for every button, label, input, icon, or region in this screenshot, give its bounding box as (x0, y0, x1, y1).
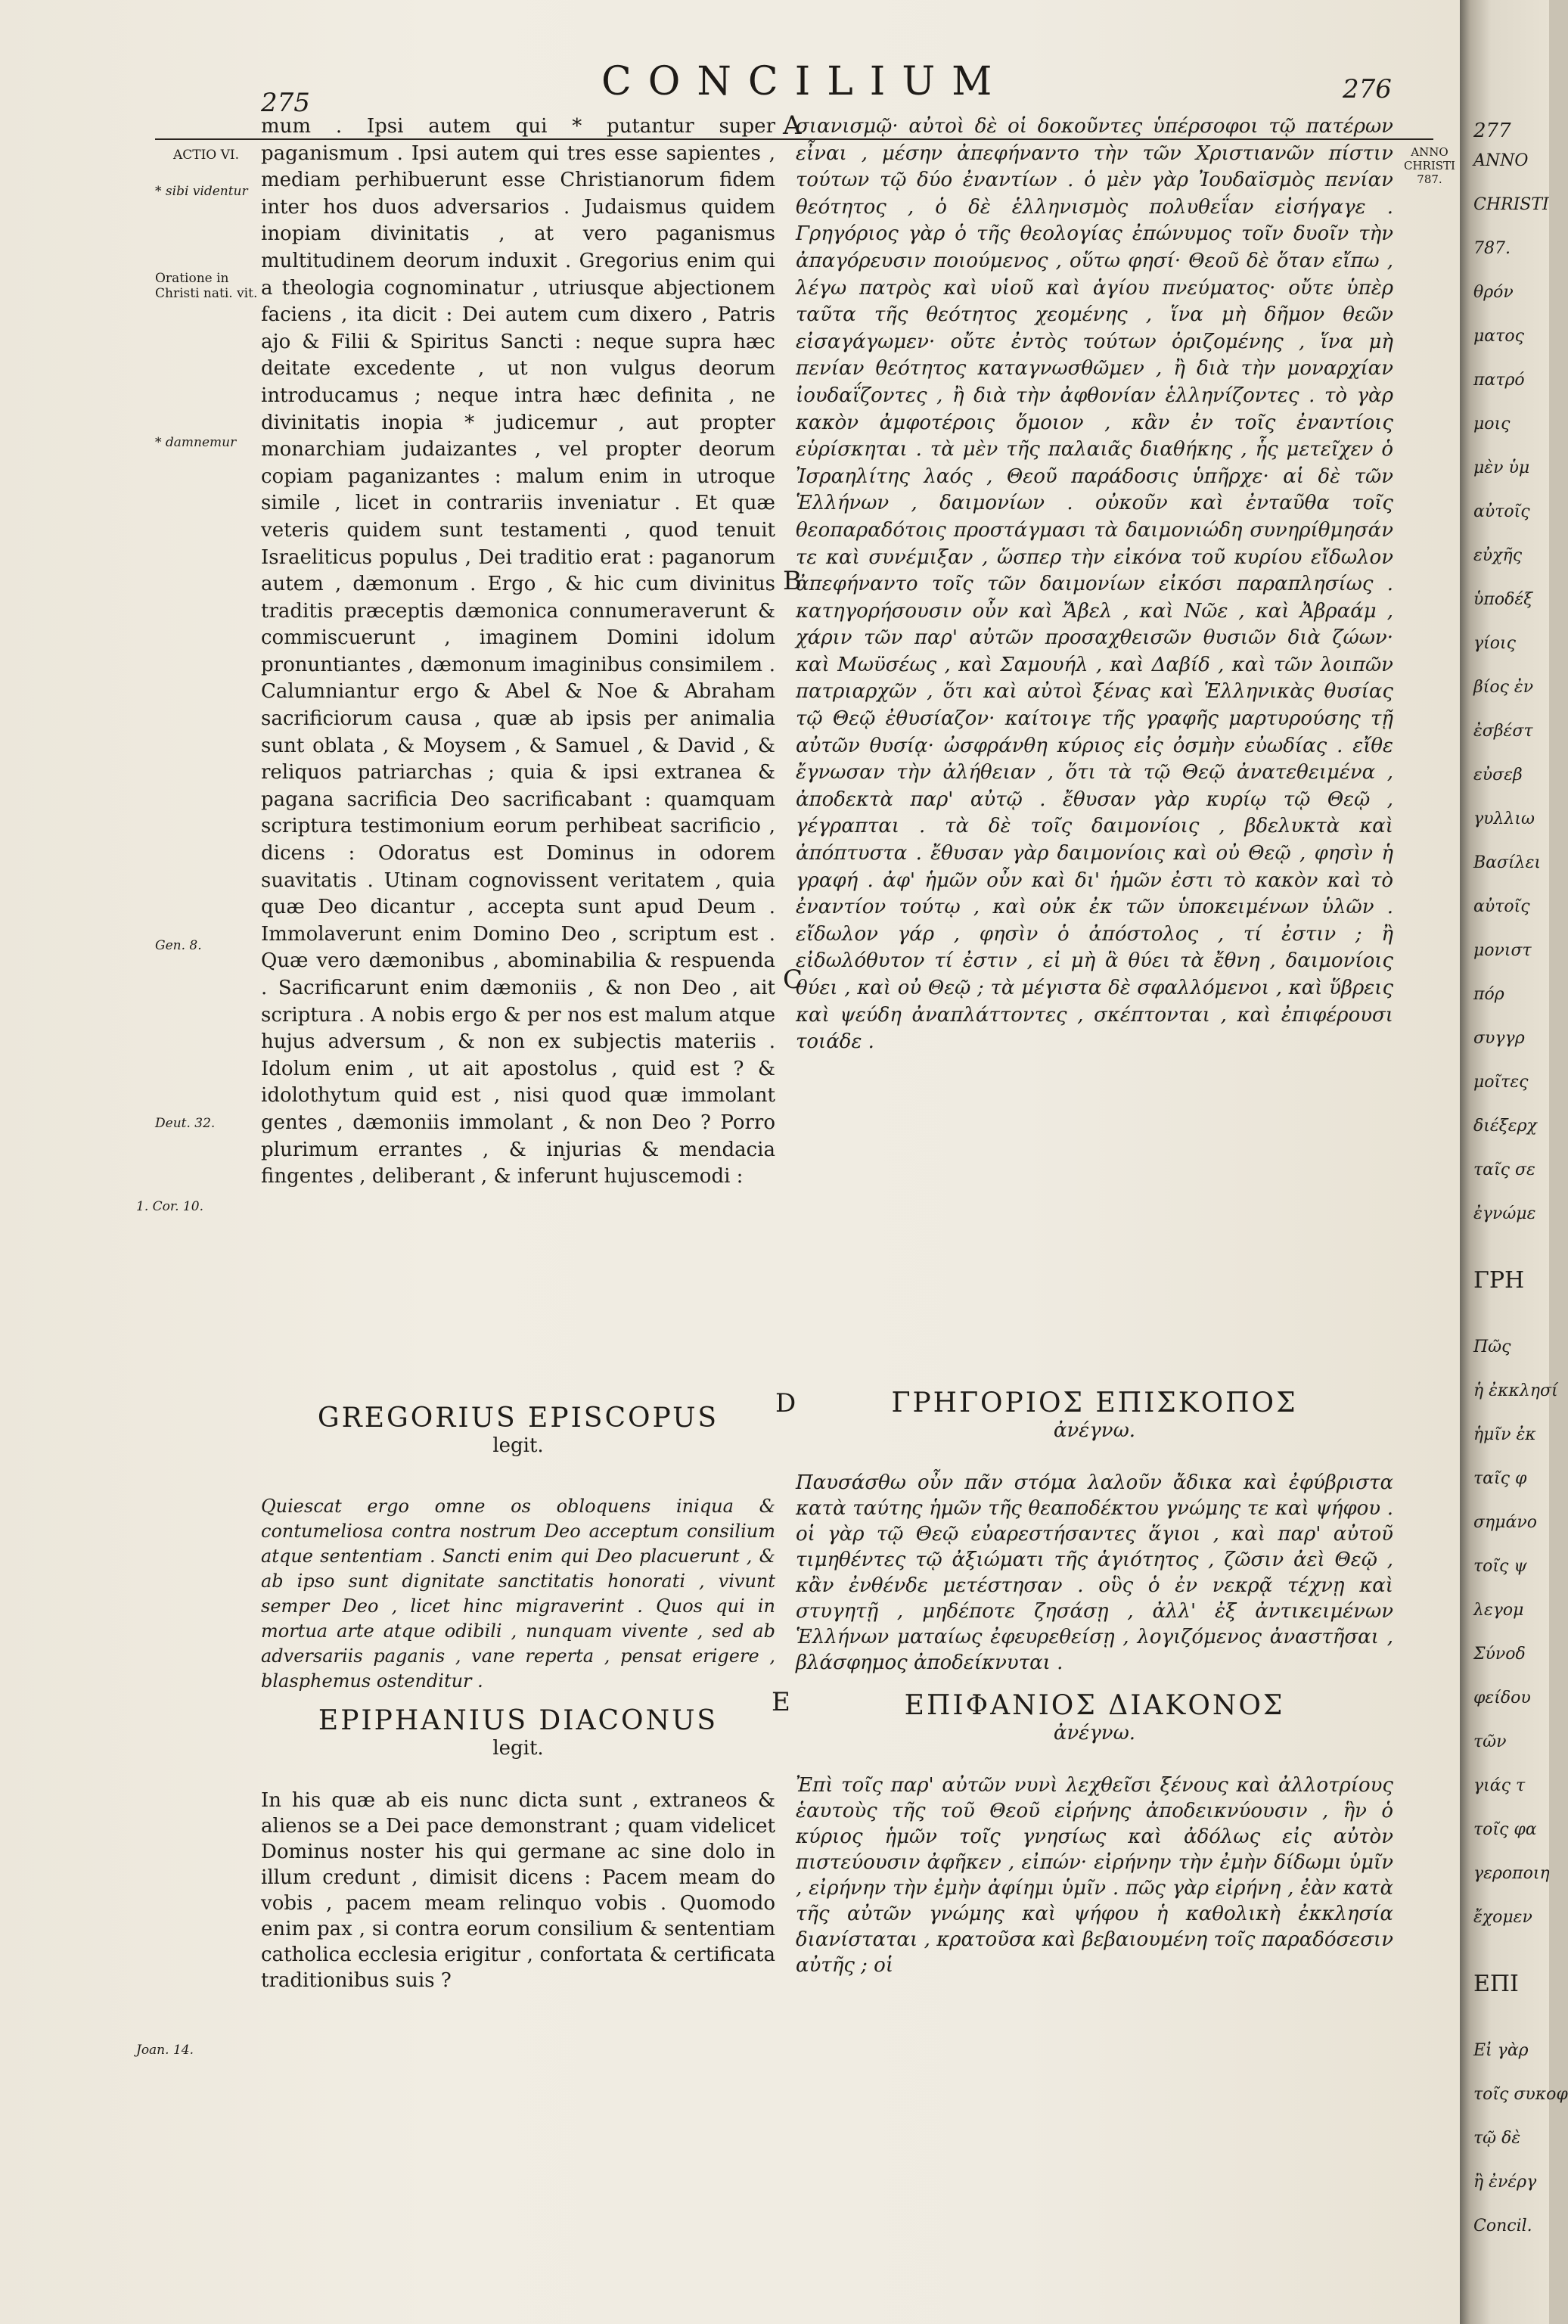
adjacent-page-fragment: ἡ ἐκκλησί (1473, 1381, 1558, 1400)
adjacent-page-fragment: ἐσβέστ (1473, 722, 1533, 741)
adjacent-page-fragment: τῶν (1473, 1732, 1507, 1751)
adjacent-page-fragment: ἡμῖν ἐκ (1473, 1425, 1536, 1444)
latin-subheading-epiphanius: legit. (492, 1737, 544, 1760)
adjacent-page-fragment: ΕΠΙ (1473, 1971, 1519, 1997)
adjacent-page-fragment: λεγομ (1473, 1601, 1524, 1620)
margin-joan: Joan. 14. (136, 2043, 194, 2058)
adjacent-page-fragment: ταῖς σε (1473, 1160, 1535, 1179)
adjacent-page-fragment: γίοις (1473, 634, 1516, 653)
adjacent-page-fragment: εὐσεβ (1473, 766, 1523, 785)
latin-section-epiphanius (261, 1706, 775, 1993)
adjacent-page-fragment: πατρό (1473, 371, 1525, 390)
section-letter-e: E (772, 1687, 790, 1717)
greek-body-epiphanius: Ἐπὶ τοῖς παρ' αὐτῶν νυνὶ λεχθεῖσι ξένους καὶ ἀλλοτρίους ἑαυτοὺς τῆς τοῦ Θεοῦ εἰρήνης ἀποδεικνύουσιν , ἣν ὁ κύριος ἡμῶν τοῖς γνησίως καὶ ἀδόλως εἰς αὐτὸν πιστεύουσιν ἀφῆκεν , εἰπών· εἰρήνην τὴν ἐμὴν δίδωμι ὑμῖν , εἰρήνην τὴν ἐμὴν ἀφίημι ὑμῖν . πῶς γὰρ εἰρήνη , ἐὰν κατὰ τῆς αὐτῶν γνώμης καὶ ψήφου ἡ καθολικὴ ἐκκλησία διανίσταται , κρατοῦσα καὶ βεβαιουμένη τοῖς παραδόσεσιν αὐτῆς ; οἱ (796, 1774, 1393, 1977)
adjacent-page-fragment: CHRISTI (1473, 195, 1549, 214)
running-header (0, 59, 1460, 120)
adjacent-page-fragment: ἐγνώμε (1473, 1204, 1536, 1223)
adjacent-page-fragment: Βασίλει (1473, 853, 1542, 872)
adjacent-page-fragment: Πῶς (1473, 1338, 1511, 1356)
margin-actio: ACTIO VI. (172, 148, 240, 163)
margin-cor: 1. Cor. 10. (136, 1199, 203, 1214)
adjacent-page-fragment: ματος (1473, 327, 1524, 346)
greek-section-epiphanius (796, 1691, 1393, 1978)
adjacent-page-fragment: γεροποιη (1473, 1864, 1550, 1883)
section-letter-c: C (783, 965, 803, 995)
adjacent-page-fragment: ἔχομεν (1473, 1908, 1532, 1927)
adjacent-page-fragment: αὐτοῖς (1473, 502, 1530, 521)
adjacent-page-fragment: εὐχῆς (1473, 546, 1523, 565)
margin-oratione: Oratione in Christi nati. vit. (155, 271, 258, 301)
adjacent-page-fragment: τοῖς συκοφ (1473, 2085, 1568, 2104)
adjacent-page-fragment: μονιστ (1473, 941, 1532, 960)
adjacent-page-fragment: Concil. (1473, 2217, 1532, 2235)
adjacent-page-fragment: τοῖς φα (1473, 1820, 1537, 1839)
adjacent-page-fragment: ταῖς φ (1473, 1469, 1527, 1488)
adjacent-page-fragment: θρόν (1473, 283, 1514, 302)
adjacent-page-fragment: 787. (1473, 239, 1511, 258)
adjacent-page-fragment: τοῖς ψ (1473, 1557, 1527, 1576)
adjacent-page-fragment: Σύνοδ (1473, 1645, 1526, 1664)
adjacent-page-strip (1460, 0, 1568, 2324)
adjacent-page-fragment: ἢ ἐνέργ (1473, 2173, 1537, 2192)
latin-heading-gregorius: GREGORIUS EPISCOPUS (317, 1403, 719, 1434)
adjacent-page-fragment: φείδου (1473, 1689, 1531, 1707)
margin-gen: Gen. 8. (155, 938, 202, 953)
adjacent-page-fragment: βίος ἐν (1473, 678, 1534, 697)
adjacent-page-fragment: γιάς τ (1473, 1776, 1526, 1795)
section-letter-a: A (783, 110, 802, 141)
adjacent-page-fragment: ὑποδέξ (1473, 590, 1533, 609)
latin-text: mum . Ipsi autem qui * putantur super paganismum . Ipsi autem qui tres esse sapientes , mediam perhibuerunt esse Christianorum fidem inter hos duos adversarios . Judaismus quidem inopiam divinitatis , at vero paganismus multitudinem deorum induxit . Gregorius enim qui a theologia cognominatur , utriusque abjectionem faciens , ita dicit : Dei autem cum dixero , Patris ajo & Filii & Spiritus Sancti : neque supra hæc deitate excedente , ut non vulgus deorum introducamus ; neque intra hæc definita , ne divinitatis inopia * judicemur , aut propter monarchiam judaizantes , vel propter deorum copiam paganizantes : malum enim in utroque simile , licet in contrariis inveniatur . Et quæ veteris quidem sunt testamenti , quod tenuit Israeliticus populus , Dei traditio erat : paganorum autem , dæmonum . Ergo , & hic cum divinitus traditis præceptis dæmonica connumeraverunt & commiscuerunt , imaginem Domini idolum pronuntiantes , dæmonum imaginibus consimilem . Calumniantur ergo & Abel & Noe & Abraham sacrificiorum causa , quæ ab ipsis per animalia sunt oblata , & Moysem , & Samuel , & David , & reliquos patriarchas ; quia & ipsi extranea & pagana sacrificia Deo sacrificabant : quamquam scriptura testimonium eorum perhibeat sacrificio , dicens : Odoratus est Dominus in odorem suavitatis . Utinam cognovissent veritatem , quia quæ Deo dicantur , accepta sunt apud Deum . Immolaverunt enim Domino Deo , scriptum est . Quæ vero dæmonibus , abominabilia & respuenda . Sacrificarunt enim dæmoniis , & non Deo , ait scriptura . A nobis ergo & per nos est malum atque hujus adversum , & non ex subjectis materiis . Idolum enim , ut ait apostolus , quid est ? & idolothytum quid est , nisi quod quæ immolant gentes , dæmoniis immolant , & non Deo ? Porro plurimum errantes , & injurias & mendacia fingentes , deliberant , & inferunt hujuscemodi : (261, 115, 775, 1188)
latin-column (261, 113, 775, 1452)
page-number-right: 276 (1343, 74, 1392, 104)
adjacent-page-fragment: διέξερχ (1473, 1117, 1537, 1136)
greek-column (796, 113, 1393, 1452)
greek-heading-gregorius: ΓΡΗΓΟΡΙΟΣ ΕΠΙΣΚΟΠΟΣ (891, 1387, 1298, 1418)
adjacent-page-fragment: ANNO (1473, 151, 1529, 170)
adjacent-page-fragment: μὲν ὑμ (1473, 458, 1530, 477)
latin-body-gregorius: Quiescat ergo omne os obloquens iniqua & contumeliosa contra nostrum Deo acceptum consilium atque sententiam . Sancti enim qui Deo placuerunt , & ab ipso sunt dignitate sanctitatis honorati , vivunt semper Deo , licet hinc migraverint . Quos qui in mortua arte atque odibili , nunquam vivente , sed ab adversariis paganis , vane reperta , pensat erigere , blasphemus ostenditur . (261, 1496, 775, 1692)
margin-anno-christi: ANNO CHRISTI 787. (1404, 145, 1455, 186)
adjacent-page-fragment: ΓΡΗ (1473, 1267, 1525, 1294)
latin-section-gregorius (261, 1403, 775, 1694)
greek-body-gregorius: Παυσάσθω οὖν πᾶν στόμα λαλοῦν ἄδικα καὶ ἐφύβριστα κατὰ ταύτης ἡμῶν τῆς θεαποδέκτου γνώμης τε καὶ ψήφου . οἱ γὰρ τῷ Θεῷ εὐαρεστήσαντες ἅγιοι , καὶ παρ' αὐτοῦ τιμηθέντες τῷ ἀξιώματι τῆς ἁγιότητος , ζῶσιν ἀεὶ Θεῷ , κἂν ἐνθένδε μετέστησαν . οὓς ὁ ἐν νεκρᾷ τέχνῃ καὶ στυγητῇ , μηδέποτε ζησάσῃ , ἀλλ' ἐξ ἀντικειμένων Ἑλλήνων ματαίως ἐφευρεθείσῃ , λογιζόμενος ἀναστῆσαι , βλάσφημος ἀποδείκνυται . (796, 1471, 1393, 1674)
section-letter-b: B (783, 566, 802, 596)
adjacent-page-fragment: συγγρ (1473, 1029, 1525, 1048)
margin-damnemur: * damnemur (155, 435, 237, 450)
page-number-left: 275 (261, 88, 310, 118)
adjacent-page-number: 277 (1473, 120, 1511, 142)
greek-heading-epiphanius: ΕΠΙΦΑΝΙΟΣ ΔΙΑΚΟΝΟΣ (904, 1690, 1285, 1721)
running-title: CONCILIUM (601, 59, 1009, 104)
greek-text: σιανισμῷ· αὐτοὶ δὲ οἱ δοκοῦντες ὑπέρσοφοι τῷ πατέρων εἶναι , μέσην ἀπεφήναντο τὴν τῶν Χριστιανῶν πίστιν τούτων τῷ δύο ἐναντίων . ὁ μὲν γὰρ Ἰουδαϊσμὸς πενίαν θεότητος , ὁ δὲ ἑλληνισμὸς πολυθεΐαν εἰσήγαγε . Γρηγόριος γὰρ ὁ τῆς θεολογίας ἐπώνυμος τοῖν δυοῖν τὴν ἀπαγόρευσιν ποιούμενος , οὕτω φησί· Θεοῦ δὲ ὅταν εἴπω , λέγω πατρὸς καὶ υἱοῦ καὶ ἁγίου πνεύματος· οὔτε ὑπὲρ ταῦτα τῆς θεότητος χεομένης , ἵνα μὴ δῆμον θεῶν εἰσαγάγωμεν· οὔτε ἐντὸς τούτων ὁριζομένης , ἵνα μὴ πενίαν θεότητος καταγνωσθῶμεν , ἢ διὰ τὴν μοναρχίαν ἰουδαΐζοντες , ἢ διὰ τὴν ἀφθονίαν ἑλληνίζοντες . τὸ γὰρ κακὸν ἀμφοτέροις ὅμοιον , κἂν ἐν τοῖς ἐναντίοις εὑρίσκηται . τὰ μὲν τῆς παλαιᾶς διαθήκης , ἧς μετεῖχεν ὁ Ἰσραηλίτης λαός , Θεοῦ παράδοσις ὑπῆρχε· αἱ δὲ τῶν Ἑλλήνων , δαιμονίων . οὐκοῦν καὶ ἐνταῦθα τοῖς θεοπαραδότοις προστάγμασι τὰ δαιμονιώδη συνηρίθμησάν τε καὶ συνέμιξαν , ὥσπερ τὴν εἰκόνα τοῦ κυρίου εἴδωλον ἀπεφήναντο τοῖς τῶν δαιμονίων εἰκόσι παραπλησίως . κατηγορήσουσιν οὖν καὶ Ἄβελ , καὶ Νῶε , καὶ Ἀβραάμ , χάριν τῶν παρ' αὐτῶν προσαχθεισῶν θυσιῶν διὰ ζώων· καὶ Μωϋσέως , καὶ Σαμουήλ , καὶ Δαβίδ , καὶ τῶν λοιπῶν πατριαρχῶν , ὅτι καὶ αὐτοὶ ξένας καὶ Ἑλληνικὰς θυσίας τῷ Θεῷ ἐθυσίαζον· καίτοιγε τῆς γραφῆς μαρτυρούσης τῇ αὐτῶν θυσίᾳ· ὠσφράνθη κύριος εἰς ὀσμὴν εὐωδίας . εἴθε ἔγνωσαν τὴν ἀλήθειαν , ὅτι τὰ τῷ Θεῷ ἀνατεθειμένα , ἀποδεκτὰ παρ' αὐτῷ . ἔθυσαν γὰρ κυρίῳ τῷ Θεῷ , γέγραπται . τὰ δὲ τοῖς δαιμονίοις , βδελυκτὰ καὶ ἀπόπτυστα . ἔθυσαν γὰρ δαιμονίοις καὶ οὐ Θεῷ , φησὶν ἡ γραφή . ἀφ' ἡμῶν οὖν καὶ δι' ἡμῶν ἐστι τὸ κακὸν καὶ τὸ ἐναντίον τούτῳ , καὶ οὐκ ἐκ τῶν ὑποκειμένων ὑλῶν . εἴδωλον γάρ , φησὶν ὁ ἀπόστολος , τί ἐστιν ; ἢ εἰδωλόθυτον τί ἐστιν , εἰ μὴ ἃ θύει τὰ ἔθνη , δαιμονίοις θύει , καὶ οὐ Θεῷ ; τὰ μέγιστα δὲ σφαλλόμενοι , καὶ ὕβρεις καὶ ψεύδη ἀναπλάττοντες , σκέπτονται , καὶ ἐπιφέρουσι τοιάδε . (796, 115, 1393, 1054)
latin-heading-epiphanius: EPIPHANIUS DIACONUS (318, 1705, 719, 1736)
greek-subheading-gregorius: ἀνέγνω. (1053, 1419, 1136, 1442)
latin-subheading-gregorius: legit. (492, 1434, 544, 1457)
margin-deut: Deut. 32. (155, 1116, 216, 1131)
margin-sibi-videntur: * sibi videntur (155, 184, 248, 199)
latin-body-epiphanius: In his quæ ab eis nunc dicta sunt , extraneos & alienos se a Dei pace demonstrant ; quam videlicet Dominus noster his qui germane ac sine dolo in illum credunt , dimisit dicens : Pacem meam do vobis , pacem meam relinquo vobis . Quomodo enim pax , si contra eorum consilium & sententiam catholica ecclesia erigitur , confortata & certificata traditionibus suis ? (261, 1789, 775, 1992)
adjacent-page-fragment: μοις (1473, 415, 1511, 433)
greek-subheading-epiphanius: ἀνέγνω. (1053, 1722, 1136, 1745)
adjacent-page-fragment: σημάνο (1473, 1513, 1537, 1532)
adjacent-page-fragment: τῷ δὲ (1473, 2129, 1521, 2148)
greek-section-gregorius (796, 1388, 1393, 1676)
adjacent-page-fragment: γυλλιω (1473, 809, 1535, 828)
adjacent-page-fragment: πόρ (1473, 985, 1504, 1004)
adjacent-page-fragment: μοῖτες (1473, 1073, 1529, 1092)
adjacent-page-fragment: αὐτοῖς (1473, 897, 1530, 916)
section-letter-d: D (775, 1388, 796, 1418)
adjacent-page-fragment: Εἰ γὰρ (1473, 2041, 1529, 2060)
